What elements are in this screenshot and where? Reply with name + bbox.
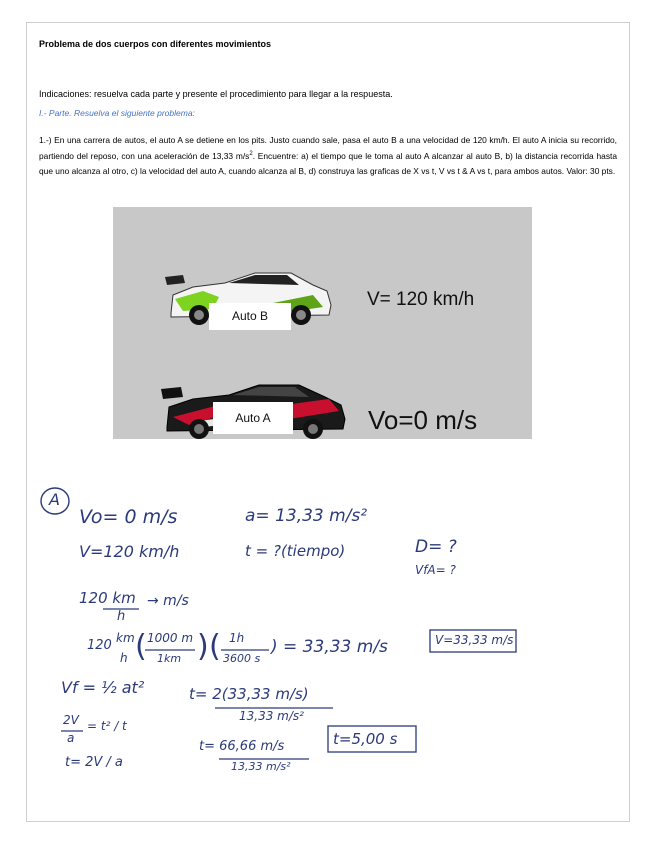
hw-t-calc2-num: t= 66,66 m/s	[199, 739, 285, 754]
hw-conv2-f2-num: 1h	[229, 631, 245, 645]
hw-acceleration: a= 13,33 m/s²	[245, 506, 368, 526]
car-a-label: Auto A	[213, 402, 293, 434]
hw-velocity: V=120 km/h	[79, 542, 180, 561]
race-cars-figure	[113, 207, 532, 439]
document-title: Problema de dos cuerpos con diferentes movimientos	[39, 39, 272, 49]
car-b-speed: V= 120 km/h	[367, 289, 475, 310]
hw-t-calc2-den: 13,33 m/s²	[231, 760, 291, 773]
hw-rearrange-num: 2V	[63, 713, 79, 727]
hw-conversion-from: 120 km	[79, 589, 136, 607]
hw-paren-open-2: (	[209, 629, 221, 664]
hw-rearrange-rhs: = t² / t	[87, 719, 127, 733]
hw-conv2-km: km	[116, 631, 135, 645]
hw-conv2-f2-den: 3600 s	[223, 652, 261, 665]
hw-conv2-lead: 120	[87, 638, 112, 653]
hw-conv2-f1-num: 1000 m	[147, 631, 194, 645]
problem-statement: 1.-) En una carrera de autos, el auto A se detiene en los pits. Justo cuando sale, pasa el auto B a una velocidad de 120 km/h. El auto A inicia su recorrido, partiendo del reposo, con una aceleración de 13,33 $m/s^2$. Encuentre: a) el tiempo que le toma al auto A alcanzar al auto B, b) la distancia recorrida hasta que uno alcanza al otro, c) la velocidad del auto A, cuando alcanza al B, d) construya las graficas de X vs t, V vs t & A vs t, para ambos autos. Valor: 30 pts.	[39, 135, 617, 177]
document-page	[26, 22, 630, 822]
hw-time-boxed: t=5,00 s	[333, 730, 398, 748]
hw-conv2-h: h	[120, 651, 128, 665]
hw-vf-equation: Vf = ½ at²	[61, 678, 145, 697]
hw-distance-unknown: D= ?	[415, 537, 457, 557]
hw-time-unknown: t = ?(tiempo)	[245, 542, 346, 560]
hw-t-calc1-den: 13,33 m/s²	[239, 709, 304, 723]
hw-conversion-den: h	[117, 609, 126, 624]
part-heading: I.- Parte. Resuelva el siguiente problema:	[39, 108, 195, 118]
hw-velocity-boxed: V=33,33 m/s	[435, 633, 514, 647]
hw-t-formula: t= 2V / a	[65, 755, 123, 770]
hw-conv2-result: ) = 33,33 m/s	[271, 637, 388, 657]
hw-paren-open-1: (	[135, 629, 147, 664]
circled-label: A	[49, 490, 60, 509]
hw-t-calc1-num: t= 2(33,33 m/s)	[189, 685, 309, 703]
hw-conv2-f1-den: 1km	[157, 652, 182, 665]
hw-vo: Vo= 0 m/s	[79, 506, 178, 528]
hw-rearrange-den: a	[67, 731, 75, 745]
car-b-label: Auto B	[209, 303, 291, 330]
car-a-speed: Vo=0 m/s	[368, 405, 478, 435]
hw-paren-close-1: )	[197, 629, 209, 664]
hw-conversion-to: → m/s	[147, 593, 189, 609]
instructions: Indicaciones: resuelva cada parte y presente el procedimiento para llegar a la respuesta.	[39, 89, 393, 99]
hw-vfa-unknown: VfA= ?	[415, 563, 456, 577]
